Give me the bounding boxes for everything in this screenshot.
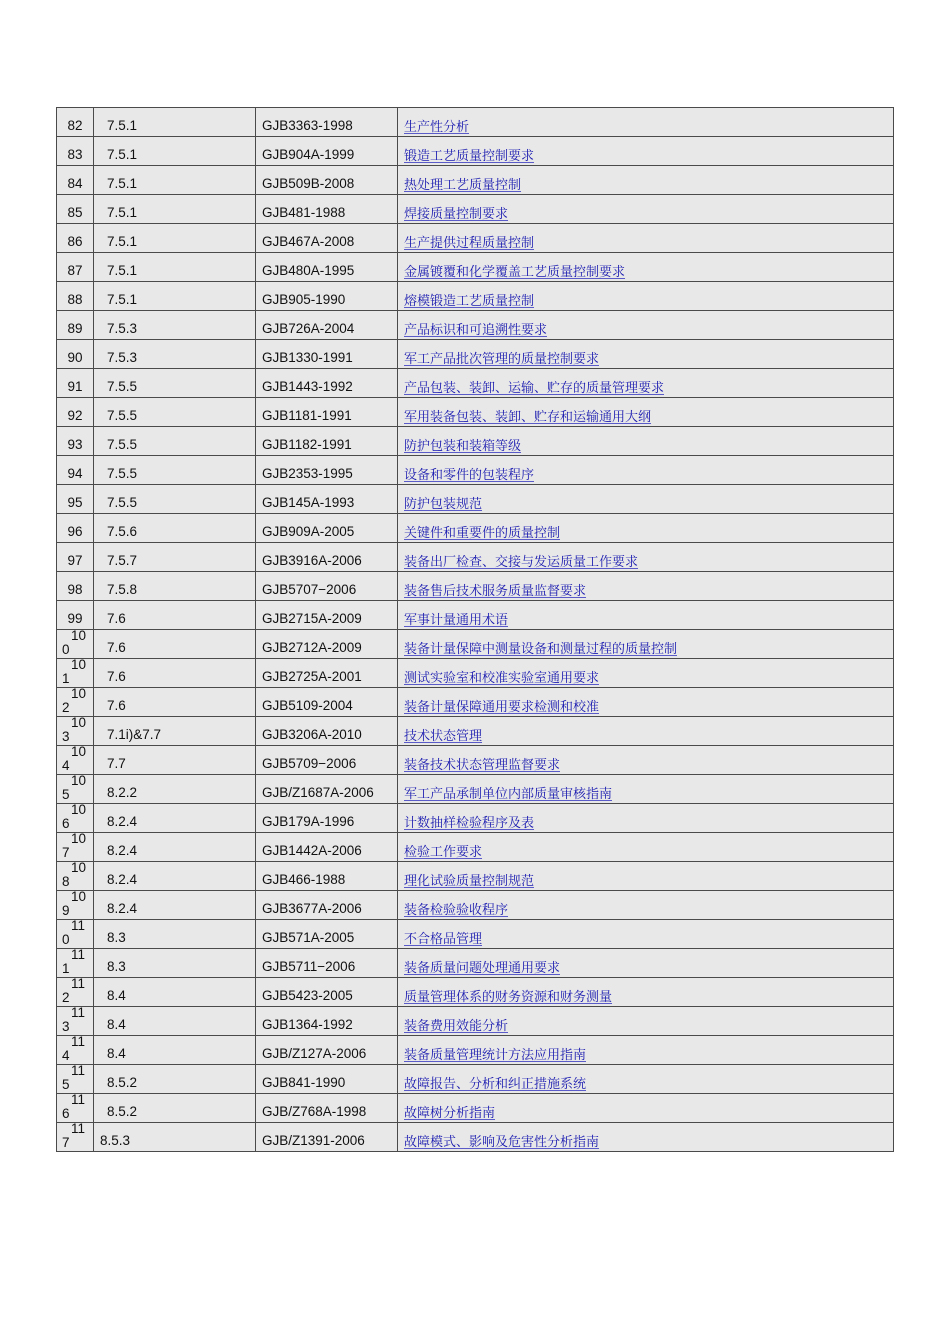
clause-cell: 8.5.3 bbox=[94, 1123, 256, 1152]
row-number-cell bbox=[57, 340, 94, 369]
standard-title-cell bbox=[398, 775, 894, 804]
standard-title-link[interactable]: 装备费用效能分析 bbox=[404, 1019, 509, 1034]
standard-title-link[interactable]: 检验工作要求 bbox=[404, 845, 483, 860]
clause-cell: 7.6 bbox=[94, 688, 256, 717]
standard-title-cell bbox=[398, 572, 894, 601]
standard-title-link[interactable]: 装备质量问题处理通用要求 bbox=[404, 961, 561, 976]
clause-cell: 7.1i)&7.7 bbox=[94, 717, 256, 746]
table-row bbox=[57, 775, 894, 804]
standard-title-cell bbox=[398, 311, 894, 340]
row-number-head: 11 bbox=[71, 948, 86, 962]
standard-title-cell bbox=[398, 1123, 894, 1152]
row-number: 97 bbox=[67, 553, 83, 568]
standard-title-cell bbox=[398, 166, 894, 195]
table-row bbox=[57, 833, 894, 862]
row-number-tail: 3 bbox=[62, 729, 70, 744]
row-number: 92 bbox=[67, 408, 83, 423]
standard-code-cell: GJB841-1990 bbox=[256, 1065, 398, 1094]
standard-title-link[interactable]: 故障报告、分析和纠正措施系统 bbox=[404, 1077, 587, 1092]
clause-cell: 8.2.4 bbox=[94, 862, 256, 891]
row-number-tail: 5 bbox=[62, 787, 70, 802]
row-number-head: 11 bbox=[71, 1093, 86, 1107]
row-number-head: 10 bbox=[71, 716, 87, 730]
row-number-tail: 3 bbox=[62, 1019, 70, 1034]
clause-cell: 7.5.5 bbox=[94, 485, 256, 514]
row-number: 90 bbox=[67, 350, 83, 365]
row-number-cell bbox=[57, 369, 94, 398]
row-number: 98 bbox=[67, 582, 83, 597]
standard-title-link[interactable]: 军用装备包装、装卸、贮存和运输通用大纲 bbox=[404, 410, 652, 425]
standard-code-cell: GJB179A-1996 bbox=[256, 804, 398, 833]
row-number-head: 11 bbox=[71, 1064, 86, 1078]
row-number-tail: 9 bbox=[62, 903, 70, 918]
standard-code-cell: GJB5423-2005 bbox=[256, 978, 398, 1007]
standard-code-cell: GJB2712A-2009 bbox=[256, 630, 398, 659]
clause-cell: 8.3 bbox=[94, 949, 256, 978]
clause-cell: 8.2.4 bbox=[94, 891, 256, 920]
clause-cell: 7.5.1 bbox=[94, 224, 256, 253]
standard-title-cell bbox=[398, 659, 894, 688]
table-row bbox=[57, 717, 894, 746]
table-row bbox=[57, 195, 894, 224]
standard-code-cell: GJB5707−2006 bbox=[256, 572, 398, 601]
row-number-cell bbox=[57, 775, 94, 804]
standard-code-cell: GJB1181-1991 bbox=[256, 398, 398, 427]
standard-code-cell: GJB1330-1991 bbox=[256, 340, 398, 369]
standard-title-link[interactable]: 军事计量通用术语 bbox=[404, 613, 509, 628]
row-number: 88 bbox=[67, 292, 83, 307]
row-number bbox=[62, 1064, 93, 1092]
row-number-head: 10 bbox=[71, 890, 87, 904]
row-number-cell bbox=[57, 630, 94, 659]
row-number-tail: 7 bbox=[62, 845, 70, 860]
standard-title-cell bbox=[398, 1036, 894, 1065]
standard-code-cell: GJB481-1988 bbox=[256, 195, 398, 224]
table-row bbox=[57, 804, 894, 833]
standard-code-cell: GJB5711−2006 bbox=[256, 949, 398, 978]
row-number-head: 10 bbox=[71, 774, 87, 788]
row-number-cell bbox=[57, 485, 94, 514]
row-number bbox=[62, 948, 93, 976]
clause-cell: 7.7 bbox=[94, 746, 256, 775]
row-number-cell bbox=[57, 427, 94, 456]
row-number-cell bbox=[57, 688, 94, 717]
clause-cell: 8.3 bbox=[94, 920, 256, 949]
standard-code-cell: GJB509B-2008 bbox=[256, 166, 398, 195]
standard-code-cell: GJB2715A-2009 bbox=[256, 601, 398, 630]
standard-code-cell: GJB5109-2004 bbox=[256, 688, 398, 717]
standard-title-cell bbox=[398, 137, 894, 166]
table-row bbox=[57, 166, 894, 195]
standard-title-cell bbox=[398, 253, 894, 282]
standard-title-cell bbox=[398, 108, 894, 137]
clause-cell: 7.5.1 bbox=[94, 195, 256, 224]
row-number: 95 bbox=[67, 495, 83, 510]
row-number: 94 bbox=[67, 466, 83, 481]
standard-code-cell: GJB3363-1998 bbox=[256, 108, 398, 137]
row-number-head: 11 bbox=[71, 977, 86, 991]
table-row bbox=[57, 601, 894, 630]
clause-cell: 7.5.3 bbox=[94, 311, 256, 340]
row-number-cell bbox=[57, 920, 94, 949]
row-number bbox=[62, 919, 93, 947]
clause-cell: 8.4 bbox=[94, 1007, 256, 1036]
standard-code-cell: GJB904A-1999 bbox=[256, 137, 398, 166]
standard-title-link[interactable]: 装备计量保障通用要求检测和校准 bbox=[404, 700, 600, 715]
row-number-head: 10 bbox=[71, 658, 87, 672]
standard-title-cell bbox=[398, 746, 894, 775]
standard-title-cell bbox=[398, 398, 894, 427]
standard-code-cell: GJB/Z127A-2006 bbox=[256, 1036, 398, 1065]
standard-title-link[interactable]: 军工产品承制单位内部质量审核指南 bbox=[404, 787, 613, 802]
standard-title-link[interactable]: 金属镀覆和化学覆盖工艺质量控制要求 bbox=[404, 265, 626, 280]
clause-cell: 8.4 bbox=[94, 1036, 256, 1065]
table-row bbox=[57, 224, 894, 253]
row-number: 87 bbox=[67, 263, 83, 278]
row-number-cell bbox=[57, 1123, 94, 1152]
table-row bbox=[57, 572, 894, 601]
row-number-cell bbox=[57, 456, 94, 485]
standard-title-link[interactable]: 装备计量保障中测量设备和测量过程的质量控制 bbox=[404, 642, 678, 657]
clause-cell: 8.2.2 bbox=[94, 775, 256, 804]
clause-cell: 7.5.1 bbox=[94, 137, 256, 166]
standard-title-cell bbox=[398, 282, 894, 311]
standard-title-link[interactable]: 质量管理体系的财务资源和财务测量 bbox=[404, 990, 613, 1005]
row-number-tail: 4 bbox=[62, 1048, 70, 1063]
standard-title-link[interactable]: 产品包装、装卸、运输、贮存的质量管理要求 bbox=[404, 381, 665, 396]
standard-title-link[interactable]: 装备质量管理统计方法应用指南 bbox=[404, 1048, 587, 1063]
standard-code-cell: GJB1443-1992 bbox=[256, 369, 398, 398]
row-number-cell bbox=[57, 166, 94, 195]
standard-title-link[interactable]: 测试实验室和校准实验室通用要求 bbox=[404, 671, 600, 686]
row-number-cell bbox=[57, 1065, 94, 1094]
row-number: 86 bbox=[67, 234, 83, 249]
row-number-tail: 4 bbox=[62, 758, 70, 773]
standard-code-cell: GJB905-1990 bbox=[256, 282, 398, 311]
standard-title-link[interactable]: 故障树分析指南 bbox=[404, 1106, 496, 1121]
row-number-cell bbox=[57, 398, 94, 427]
clause-cell: 7.5.5 bbox=[94, 427, 256, 456]
row-number bbox=[62, 861, 93, 889]
row-number bbox=[62, 1035, 93, 1063]
clause-cell: 7.5.1 bbox=[94, 108, 256, 137]
row-number-cell bbox=[57, 717, 94, 746]
table-row bbox=[57, 891, 894, 920]
table-row bbox=[57, 746, 894, 775]
standard-title-cell bbox=[398, 427, 894, 456]
row-number-cell bbox=[57, 862, 94, 891]
row-number-head: 11 bbox=[71, 1006, 86, 1020]
standard-code-cell: GJB2353-1995 bbox=[256, 456, 398, 485]
row-number-tail: 8 bbox=[62, 874, 70, 889]
row-number-cell bbox=[57, 1036, 94, 1065]
standard-title-cell bbox=[398, 543, 894, 572]
standard-title-link[interactable]: 理化试验质量控制规范 bbox=[404, 874, 535, 889]
standard-code-cell: GJB3206A-2010 bbox=[256, 717, 398, 746]
clause-cell: 8.2.4 bbox=[94, 804, 256, 833]
row-number-head: 10 bbox=[71, 803, 87, 817]
row-number-cell bbox=[57, 514, 94, 543]
standard-code-cell: GJB2725A-2001 bbox=[256, 659, 398, 688]
clause-cell: 7.5.5 bbox=[94, 456, 256, 485]
row-number-cell bbox=[57, 891, 94, 920]
standard-title-link[interactable]: 产品标识和可追溯性要求 bbox=[404, 323, 548, 338]
row-number-cell bbox=[57, 659, 94, 688]
row-number-cell bbox=[57, 1007, 94, 1036]
row-number-cell bbox=[57, 224, 94, 253]
standard-title-cell bbox=[398, 978, 894, 1007]
row-number: 99 bbox=[67, 611, 83, 626]
table-row bbox=[57, 949, 894, 978]
clause-cell: 8.5.2 bbox=[94, 1065, 256, 1094]
clause-cell: 7.5.1 bbox=[94, 282, 256, 311]
row-number-cell bbox=[57, 108, 94, 137]
table-row bbox=[57, 543, 894, 572]
standard-title-cell bbox=[398, 717, 894, 746]
standard-code-cell: GJB466-1988 bbox=[256, 862, 398, 891]
row-number-cell bbox=[57, 746, 94, 775]
standards-table-body bbox=[57, 108, 894, 1152]
row-number bbox=[62, 1093, 93, 1121]
row-number-head: 11 bbox=[71, 1122, 86, 1136]
table-row bbox=[57, 1123, 894, 1152]
row-number-tail: 6 bbox=[62, 1106, 70, 1121]
row-number: 93 bbox=[67, 437, 83, 452]
standard-title-link[interactable]: 生产提供过程质量控制 bbox=[404, 236, 535, 251]
standard-title-cell bbox=[398, 1007, 894, 1036]
row-number-cell bbox=[57, 253, 94, 282]
standard-title-cell bbox=[398, 456, 894, 485]
standard-title-cell bbox=[398, 920, 894, 949]
row-number-cell bbox=[57, 949, 94, 978]
standard-code-cell: GJB/Z1391-2006 bbox=[256, 1123, 398, 1152]
row-number: 82 bbox=[67, 118, 83, 133]
standard-title-link[interactable]: 关键件和重要件的质量控制 bbox=[404, 526, 561, 541]
standard-title-link[interactable]: 防护包装和装箱等级 bbox=[404, 439, 522, 454]
standard-title-link[interactable]: 防护包装规范 bbox=[404, 497, 483, 512]
row-number bbox=[62, 774, 93, 802]
row-number-tail: 5 bbox=[62, 1077, 70, 1092]
row-number bbox=[62, 716, 93, 744]
standard-title-cell bbox=[398, 224, 894, 253]
table-row bbox=[57, 485, 894, 514]
row-number-tail: 7 bbox=[62, 1135, 70, 1150]
standard-code-cell: GJB145A-1993 bbox=[256, 485, 398, 514]
row-number-head: 10 bbox=[71, 861, 87, 875]
standard-title-link[interactable]: 计数抽样检验程序及表 bbox=[404, 816, 535, 831]
row-number-head: 10 bbox=[71, 687, 87, 701]
table-row bbox=[57, 311, 894, 340]
standard-title-link[interactable]: 设备和零件的包装程序 bbox=[404, 468, 535, 483]
standard-title-link[interactable]: 热处理工艺质量控制 bbox=[404, 178, 522, 193]
clause-cell: 7.6 bbox=[94, 630, 256, 659]
clause-cell: 8.4 bbox=[94, 978, 256, 1007]
standard-title-cell bbox=[398, 804, 894, 833]
row-number bbox=[62, 803, 93, 831]
table-row bbox=[57, 137, 894, 166]
row-number-cell bbox=[57, 137, 94, 166]
standard-title-cell bbox=[398, 1065, 894, 1094]
table-row bbox=[57, 108, 894, 137]
table-row bbox=[57, 659, 894, 688]
clause-cell: 7.6 bbox=[94, 659, 256, 688]
standard-title-link[interactable]: 军工产品批次管理的质量控制要求 bbox=[404, 352, 600, 367]
row-number bbox=[62, 890, 93, 918]
standard-code-cell: GJB1442A-2006 bbox=[256, 833, 398, 862]
clause-cell: 7.5.7 bbox=[94, 543, 256, 572]
row-number: 84 bbox=[67, 176, 83, 191]
row-number bbox=[62, 1122, 93, 1150]
standard-title-link[interactable]: 熔模锻造工艺质量控制 bbox=[404, 294, 535, 309]
table-row bbox=[57, 282, 894, 311]
row-number bbox=[62, 1006, 93, 1034]
clause-cell: 7.5.3 bbox=[94, 340, 256, 369]
standard-title-link[interactable]: 锻造工艺质量控制要求 bbox=[404, 149, 535, 164]
standards-table bbox=[56, 107, 894, 1152]
standard-title-link[interactable]: 焊接质量控制要求 bbox=[404, 207, 509, 222]
row-number: 89 bbox=[67, 321, 83, 336]
standard-title-cell bbox=[398, 949, 894, 978]
standard-title-cell bbox=[398, 340, 894, 369]
row-number-cell bbox=[57, 282, 94, 311]
clause-cell: 7.5.6 bbox=[94, 514, 256, 543]
row-number bbox=[62, 629, 93, 657]
table-row bbox=[57, 514, 894, 543]
row-number-tail: 2 bbox=[62, 700, 70, 715]
row-number-tail: 6 bbox=[62, 816, 70, 831]
standard-title-link[interactable]: 装备售后技术服务质量监督要求 bbox=[404, 584, 587, 599]
standard-code-cell: GJB/Z768A-1998 bbox=[256, 1094, 398, 1123]
standard-title-link[interactable]: 不合格品管理 bbox=[404, 932, 483, 947]
row-number bbox=[62, 745, 93, 773]
standard-title-cell bbox=[398, 688, 894, 717]
row-number-head: 11 bbox=[71, 1035, 86, 1049]
row-number: 83 bbox=[67, 147, 83, 162]
clause-cell: 7.6 bbox=[94, 601, 256, 630]
standard-title-cell bbox=[398, 862, 894, 891]
table-row bbox=[57, 688, 894, 717]
standard-code-cell: GJB480A-1995 bbox=[256, 253, 398, 282]
standard-title-cell bbox=[398, 514, 894, 543]
row-number bbox=[62, 832, 93, 860]
table-row bbox=[57, 862, 894, 891]
standard-code-cell: GJB467A-2008 bbox=[256, 224, 398, 253]
standard-title-cell bbox=[398, 485, 894, 514]
clause-cell: 8.5.2 bbox=[94, 1094, 256, 1123]
standard-code-cell: GJB1364-1992 bbox=[256, 1007, 398, 1036]
row-number-tail: 1 bbox=[62, 671, 70, 686]
row-number bbox=[62, 658, 93, 686]
table-row bbox=[57, 340, 894, 369]
row-number-cell bbox=[57, 833, 94, 862]
standard-code-cell: GJB3916A-2006 bbox=[256, 543, 398, 572]
standard-title-cell bbox=[398, 195, 894, 224]
standard-title-cell bbox=[398, 601, 894, 630]
standard-code-cell: GJB726A-2004 bbox=[256, 311, 398, 340]
table-row bbox=[57, 920, 894, 949]
standard-title-cell bbox=[398, 891, 894, 920]
clause-cell: 7.5.5 bbox=[94, 398, 256, 427]
row-number: 85 bbox=[67, 205, 83, 220]
row-number bbox=[62, 977, 93, 1005]
row-number-tail: 0 bbox=[62, 932, 70, 947]
row-number-cell bbox=[57, 978, 94, 1007]
row-number-head: 10 bbox=[71, 745, 87, 759]
table-row bbox=[57, 630, 894, 659]
table-row bbox=[57, 1065, 894, 1094]
standard-title-cell bbox=[398, 369, 894, 398]
standard-title-link[interactable]: 生产性分析 bbox=[404, 120, 470, 135]
row-number-head: 11 bbox=[71, 919, 86, 933]
clause-cell: 7.5.1 bbox=[94, 166, 256, 195]
row-number-head: 10 bbox=[71, 629, 87, 643]
row-number-cell bbox=[57, 601, 94, 630]
row-number bbox=[62, 687, 93, 715]
standard-title-cell bbox=[398, 833, 894, 862]
standard-code-cell: GJB571A-2005 bbox=[256, 920, 398, 949]
row-number-cell bbox=[57, 572, 94, 601]
row-number-cell bbox=[57, 311, 94, 340]
clause-cell: 8.2.4 bbox=[94, 833, 256, 862]
table-row bbox=[57, 978, 894, 1007]
clause-cell: 7.5.1 bbox=[94, 253, 256, 282]
row-number-tail: 2 bbox=[62, 990, 70, 1005]
standard-code-cell: GJB1182-1991 bbox=[256, 427, 398, 456]
table-row bbox=[57, 253, 894, 282]
standard-code-cell: GJB5709−2006 bbox=[256, 746, 398, 775]
row-number-tail: 0 bbox=[62, 642, 70, 657]
table-row bbox=[57, 1036, 894, 1065]
table-row bbox=[57, 456, 894, 485]
standard-code-cell: GJB3677A-2006 bbox=[256, 891, 398, 920]
standard-code-cell: GJB909A-2005 bbox=[256, 514, 398, 543]
clause-cell: 7.5.8 bbox=[94, 572, 256, 601]
table-row bbox=[57, 369, 894, 398]
table-row bbox=[57, 398, 894, 427]
row-number-cell bbox=[57, 1094, 94, 1123]
standard-code-cell: GJB/Z1687A-2006 bbox=[256, 775, 398, 804]
standard-title-cell bbox=[398, 1094, 894, 1123]
table-row bbox=[57, 1007, 894, 1036]
row-number-tail: 1 bbox=[62, 961, 70, 976]
table-row bbox=[57, 1094, 894, 1123]
row-number-cell bbox=[57, 543, 94, 572]
standard-title-link[interactable]: 技术状态管理 bbox=[404, 729, 483, 744]
standard-title-link[interactable]: 装备出厂检查、交接与发运质量工作要求 bbox=[404, 555, 639, 570]
row-number: 91 bbox=[67, 379, 83, 394]
row-number-cell bbox=[57, 195, 94, 224]
standard-title-cell bbox=[398, 630, 894, 659]
standard-title-link[interactable]: 装备技术状态管理监督要求 bbox=[404, 758, 561, 773]
standard-title-link[interactable]: 装备检验验收程序 bbox=[404, 903, 509, 918]
row-number: 96 bbox=[67, 524, 83, 539]
row-number-cell bbox=[57, 804, 94, 833]
standard-title-link[interactable]: 故障模式、影响及危害性分析指南 bbox=[404, 1135, 600, 1150]
clause-cell: 7.5.5 bbox=[94, 369, 256, 398]
table-row bbox=[57, 427, 894, 456]
row-number-head: 10 bbox=[71, 832, 87, 846]
